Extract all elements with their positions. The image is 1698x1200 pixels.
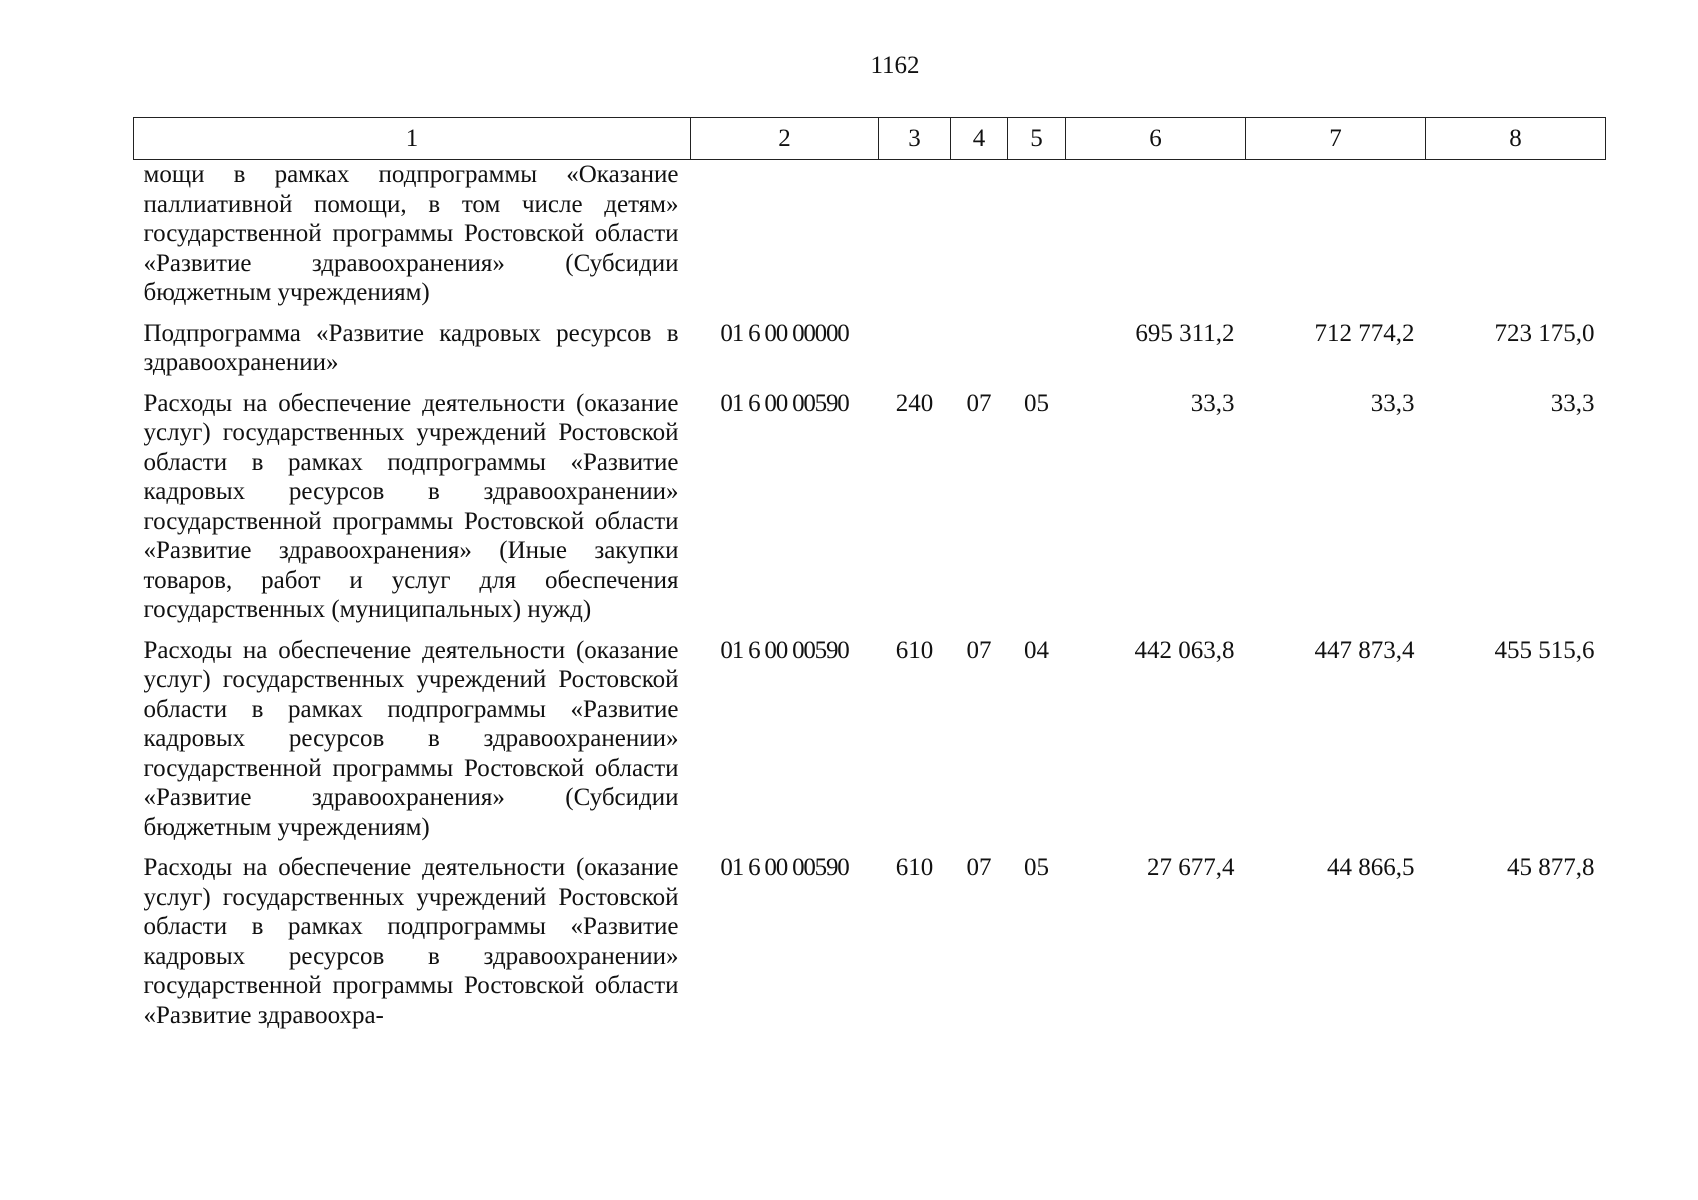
expense-type-cell bbox=[879, 308, 951, 378]
target-article-code bbox=[691, 160, 879, 308]
target-article-code: 01 6 00 00000 bbox=[720, 319, 849, 347]
table-row bbox=[134, 160, 1606, 308]
target-article-code: 01 6 00 00590 bbox=[720, 636, 849, 664]
amount-cell: 712 774,2 bbox=[1314, 319, 1415, 347]
header-row bbox=[134, 118, 1606, 160]
amount-cell: 33,3 bbox=[1190, 389, 1235, 417]
table-row bbox=[134, 625, 1606, 843]
section-cell bbox=[951, 308, 1008, 378]
column-header: 3 bbox=[879, 118, 951, 160]
column-header: 6 bbox=[1066, 118, 1246, 160]
expense-type-cell bbox=[879, 160, 951, 308]
budget-table bbox=[133, 117, 1606, 1030]
target-article-code: 01 6 00 00590 bbox=[720, 389, 849, 417]
expense-type-cell: 610 bbox=[895, 636, 934, 664]
amount-cell: 44 866,5 bbox=[1327, 854, 1415, 881]
expense-type-cell: 610 bbox=[895, 854, 934, 881]
amount-cell: 45 877,8 bbox=[1507, 854, 1595, 881]
table-row bbox=[134, 378, 1606, 625]
column-header: 7 bbox=[1246, 118, 1426, 160]
amount-cell: 27 677,4 bbox=[1147, 854, 1235, 881]
expense-type-cell: 240 bbox=[895, 389, 934, 417]
row-description: мощи в рамках подпрограммы «Оказание паллиативной помощи, в том числе детям» государственной программы Ростовской области «Развитие здравоохранения» (Субсидии бюджетным учреждениям) bbox=[143, 161, 679, 306]
section-cell: 07 bbox=[966, 854, 992, 881]
subsection-cell: 05 bbox=[1024, 389, 1049, 417]
row-description: Расходы на обеспечение деятельности (оказание услуг) государственных учреждений Ростовской области в рамках подпрограммы «Развитие кадровых ресурсов в здравоохранении» государственной программы Ростовской области «Развитие здравоохранения» (Иные закупки товаров, работ и услуг для обеспечения государственных (муниципальных) нужд) bbox=[143, 389, 679, 623]
amount-cell: 33,3 bbox=[1550, 389, 1595, 417]
table-row bbox=[134, 842, 1606, 1030]
amount-cell bbox=[1246, 160, 1426, 308]
section-cell bbox=[951, 160, 1008, 308]
amount-cell: 442 063,8 bbox=[1134, 636, 1235, 664]
subsection-cell bbox=[1008, 160, 1066, 308]
subsection-cell: 05 bbox=[1024, 854, 1049, 881]
amount-cell bbox=[1066, 160, 1246, 308]
column-header: 2 bbox=[691, 118, 879, 160]
amount-cell bbox=[1426, 160, 1606, 308]
row-description: Подпрограмма «Развитие кадровых ресурсов в здравоохранении» bbox=[143, 319, 679, 376]
subsection-cell bbox=[1008, 308, 1066, 378]
amount-cell: 33,3 bbox=[1370, 389, 1415, 417]
section-cell: 07 bbox=[966, 389, 992, 417]
amount-cell: 447 873,4 bbox=[1314, 636, 1415, 664]
section-cell: 07 bbox=[966, 636, 992, 664]
column-header: 4 bbox=[951, 118, 1008, 160]
amount-cell: 723 175,0 bbox=[1494, 319, 1595, 347]
row-description: Расходы на обеспечение деятельности (оказание услуг) государственных учреждений Ростовской области в рамках подпрограммы «Развитие кадровых ресурсов в здравоохранении» государственной программы Ростовской области «Развитие здравоохра- bbox=[143, 854, 679, 1029]
column-header: 5 bbox=[1008, 118, 1066, 160]
amount-cell: 695 311,2 bbox=[1135, 319, 1235, 347]
column-header: 1 bbox=[134, 118, 691, 160]
target-article-code: 01 6 00 00590 bbox=[720, 854, 849, 881]
page-number: 1162 bbox=[870, 52, 920, 79]
row-description: Расходы на обеспечение деятельности (оказание услуг) государственных учреждений Ростовской области в рамках подпрограммы «Развитие кадровых ресурсов в здравоохранении» государственной программы Ростовской области «Развитие здравоохранения» (Субсидии бюджетным учреждениям) bbox=[143, 636, 679, 841]
amount-cell: 455 515,6 bbox=[1494, 636, 1595, 664]
column-header: 8 bbox=[1426, 118, 1606, 160]
table-row bbox=[134, 308, 1606, 378]
subsection-cell: 04 bbox=[1024, 636, 1049, 664]
